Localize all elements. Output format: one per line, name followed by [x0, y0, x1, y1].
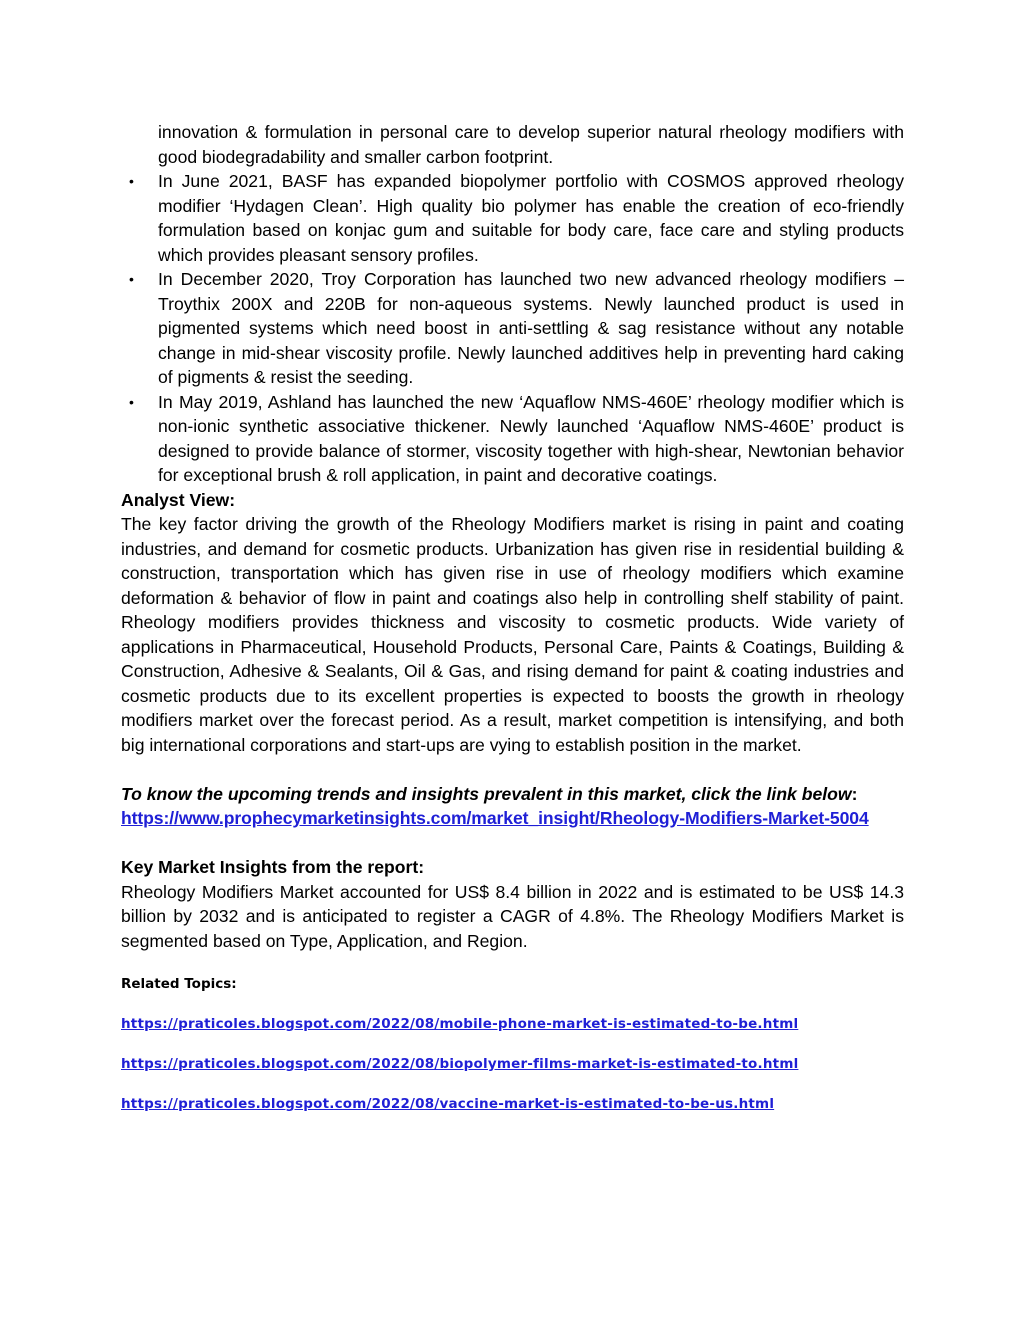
- bullet-item-basf: [121, 169, 904, 267]
- spacer: [121, 757, 904, 782]
- intro-continuation: innovation & formulation in personal care to develop superior natural rheology modifiers with good biodegradability and smaller carbon footprint.: [158, 122, 904, 167]
- related-link-vaccine[interactable]: https://praticoles.blogspot.com/2022/08/vaccine-market-is-estimated-to-be-us.html: [121, 1096, 775, 1112]
- bullet-dot-icon: •: [129, 173, 134, 189]
- key-insights-heading: Key Market Insights from the report:: [121, 857, 425, 877]
- analyst-view-body: The key factor driving the growth of the Rheology Modifiers market is rising in paint and coating industries, and demand for cosmetic products. Urbanization has given rise in residential building & construction, transportation which has given rise in use of rheology modifiers which examine deformation & behavior of flow in paint and coatings also help in controlling shelf stability of paint. Rheology modifiers provides thickness and viscosity to cosmetic products. Wide variety of applications in Pharmaceutical, Household Products, Personal Care, Paints & Coatings, Building & Construction, Adhesive & Sealants, Oil & Gas, and rising demand for paint & coating industries and cosmetic products due to its excellent properties is expected to boosts the growth in rheology modifiers market over the forecast period. As a result, market competition is intensifying, and both big international corporations and start-ups are vying to establish position in the market.: [121, 514, 904, 755]
- bullet-item-troy: [121, 267, 904, 390]
- spacer: [121, 831, 904, 856]
- cta-colon: :: [851, 783, 858, 804]
- bullet-item-ashland: [121, 390, 904, 488]
- cta-label: To know the upcoming trends and insights prevalent in this market, click the link below: [121, 783, 852, 804]
- bullet-dot-icon: •: [129, 271, 134, 287]
- bullet-text: In December 2020, Troy Corporation has launched two new advanced rheology modifiers – Troythix 200X and 220B for non-aqueous systems. Newly launched product is used in pigmented systems which need boost in anti-settling & sag resistance without any notable change in mid-shear viscosity profile. Newly launched additives help in preventing hard caking of pigments & resist the seeding.: [158, 269, 904, 387]
- bullet-dot-icon: •: [129, 393, 134, 410]
- related-link-mobile-phone[interactable]: https://praticoles.blogspot.com/2022/08/mobile-phone-market-is-estimated-to-be.html: [121, 1016, 799, 1032]
- bullet-text: In May 2019, Ashland has launched the new ‘Aquaflow NMS-460E’ rheology modifier which is non-ionic synthetic associative thickener. Newly launched ‘Aquaflow NMS-460E’ product is designed to provide balance of stormer, viscosity together with high-shear, Newtonian behavior for exceptional brush & roll application, in paint and decorative coatings.: [158, 391, 904, 485]
- key-insights-body: Rheology Modifiers Market accounted for US$ 8.4 billion in 2022 and is estimated to be US$ 14.3 billion by 2032 and is anticipated to register a CAGR of 4.8%. The Rheology Modifiers Market is segmented based on Type, Application, and Region.: [121, 881, 904, 951]
- bullet-text: In June 2021, BASF has expanded biopolymer portfolio with COSMOS approved rheology modifier ‘Hydagen Clean’. High quality bio polymer has enable the creation of eco-friendly formulation based on konjac gum and suitable for body care, face care and styling products which provides pleasant sensory profiles.: [158, 171, 904, 265]
- report-link[interactable]: https://www.prophecymarketinsights.com/market_insight/Rheology-Modifiers-Market-5004: [121, 808, 869, 828]
- related-link-biopolymer-films[interactable]: https://praticoles.blogspot.com/2022/08/biopolymer-films-market-is-estimated-to.html: [121, 1056, 799, 1072]
- cta-text: [121, 782, 904, 807]
- analyst-view-heading: Analyst View:: [121, 489, 236, 510]
- news-bullet-list: [121, 169, 904, 488]
- document-page: [121, 120, 904, 1135]
- related-topics-title: Related Topics:: [121, 976, 237, 992]
